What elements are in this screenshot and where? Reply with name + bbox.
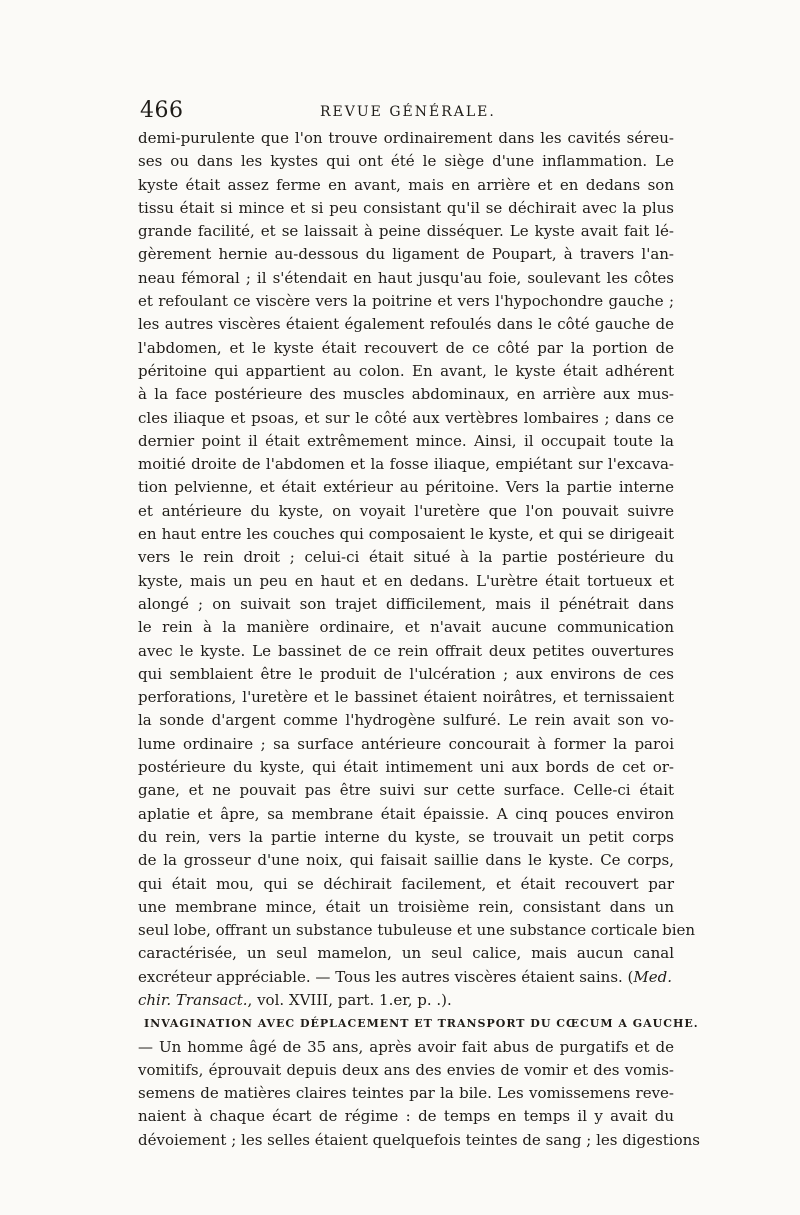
text-line: moitié droite de l'abdomen et la fosse iliaque, empiétant sur l'excava- [138, 455, 674, 474]
text-line: à la face postérieure des muscles abdominaux, en arrière aux mus- [138, 385, 674, 404]
text-line: vers le rein droit ; celui-ci était situé à la partie postérieure du [138, 548, 674, 567]
text-line: péritoine qui appartient au colon. En avant, le kyste était adhérent [138, 361, 674, 380]
text-line: l'abdomen, et le kyste était recouvert de ce côté par la portion de [138, 338, 674, 357]
text-line: aplatie et âpre, sa membrane était épaissie. A cinq pouces environ [138, 804, 674, 823]
text-line: avec le kyste. Le bassinet de ce rein offrait deux petites ouvertures [138, 641, 674, 660]
text-line: et antérieure du kyste, on voyait l'uretère que l'on pouvait suivre [138, 501, 674, 520]
text-line: qui semblaient être le produit de l'ulcération ; aux environs de ces [138, 664, 674, 683]
text-line: semens de matières claires teintes par la bile. Les vomissemens reve- [138, 1084, 674, 1103]
text-line: du rein, vers la partie interne du kyste, se trouvait un petit corps [138, 827, 674, 846]
text-line: postérieure du kyste, qui était intimement uni aux bords de cet or- [138, 758, 674, 777]
text-line: tissu était si mince et si peu consistant qu'il se déchirait avec la plus [138, 198, 674, 217]
text-line: le rein à la manière ordinaire, et n'avait aucune communication [138, 618, 674, 637]
text-line: les autres viscères étaient également refoulés dans le côté gauche de [138, 315, 674, 334]
text-line: neau fémoral ; il s'étendait en haut jusqu'au foie, soulevant les côtes [138, 268, 674, 287]
body-text [138, 127, 700, 1152]
text-line: seul lobe, offrant un substance tubuleuse et une substance corticale bien [138, 921, 696, 940]
text-line: vomitifs, éprouvait depuis deux ans des envies de vomir et des vomis- [138, 1060, 674, 1079]
citation-journal: Med. [633, 967, 673, 986]
text-line: perforations, l'uretère et le bassinet étaient noirâtres, et ternissaient [138, 688, 674, 707]
text-line: de la grosseur d'une noix, qui faisait saillie dans le kyste. Ce corps, [138, 851, 674, 870]
page-header [140, 98, 670, 126]
text-line: lume ordinaire ; sa surface antérieure concourait à former la paroi [138, 734, 674, 753]
running-head: REVUE GÉNÉRALE. [320, 104, 496, 120]
citation-journal-name: chir. Transact. [138, 990, 248, 1009]
text-line: la sonde d'argent comme l'hydrogène sulfuré. Le rein avait son vo- [138, 711, 674, 730]
citation-details: , vol. XVIII, part. 1.er, p. .). [247, 990, 452, 1009]
text-line: dévoiement ; les selles étaient quelquefois teintes de sang ; les digestions [138, 1130, 700, 1149]
text-line: alongé ; on suivait son trajet difficilement, mais il pénétrait dans [138, 594, 674, 613]
text-line: gèrement hernie au-dessous du ligament de Poupart, à travers l'an- [138, 245, 674, 264]
text-line: et refoulant ce viscère vers la poitrine et vers l'hypochondre gauche ; [138, 292, 674, 311]
text-line: dernier point il était extrêmement mince. Ainsi, il occupait toute la [138, 431, 674, 450]
text-line: une membrane mince, était un troisième rein, consistant dans un [138, 897, 674, 916]
text-line: qui était mou, qui se déchirait facilement, et était recouvert par [138, 874, 674, 893]
text-line: gane, et ne pouvait pas être suivi sur cette surface. Celle-ci était [138, 781, 674, 800]
text-line-citation-end [138, 989, 674, 1012]
text-line-citation-start [138, 966, 674, 989]
text-line: naient à chaque écart de régime : de temps en temps il y avait du [138, 1107, 674, 1126]
page-number: 466 [140, 98, 184, 123]
text-line-content: excréteur appréciable. — Tous les autres viscères étaient sains. ( [138, 967, 634, 986]
text-line: caractérisée, un seul mamelon, un seul calice, mais aucun canal [138, 944, 674, 963]
text-line: en haut entre les couches qui composaient le kyste, et qui se dirigeait [138, 525, 674, 544]
text-line: demi-purulente que l'on trouve ordinairement dans les cavités séreu- [138, 129, 674, 147]
text-line: tion pelvienne, et était extérieur au péritoine. Vers la partie interne [138, 478, 674, 497]
text-line: grande facilité, et se laissait à peine disséquer. Le kyste avait fait lé- [138, 222, 674, 241]
text-line: kyste était assez ferme en avant, mais en arrière et en dedans son [138, 175, 674, 194]
text-line: ses ou dans les kystes qui ont été le siège d'une inflammation. Le [138, 152, 674, 171]
text-line: — Un homme âgé de 35 ans, après avoir fait abus de purgatifs et de [138, 1037, 674, 1056]
text-line: cles iliaque et psoas, et sur le côté aux vertèbres lombaires ; dans ce [138, 408, 674, 427]
text-line: kyste, mais un peu en haut et en dedans. L'urètre était tortueux et [138, 571, 674, 590]
section-title: INVAGINATION AVEC DÉPLACEMENT ET TRANSPORT DU CŒCUM A GAUCHE. [144, 1017, 699, 1031]
